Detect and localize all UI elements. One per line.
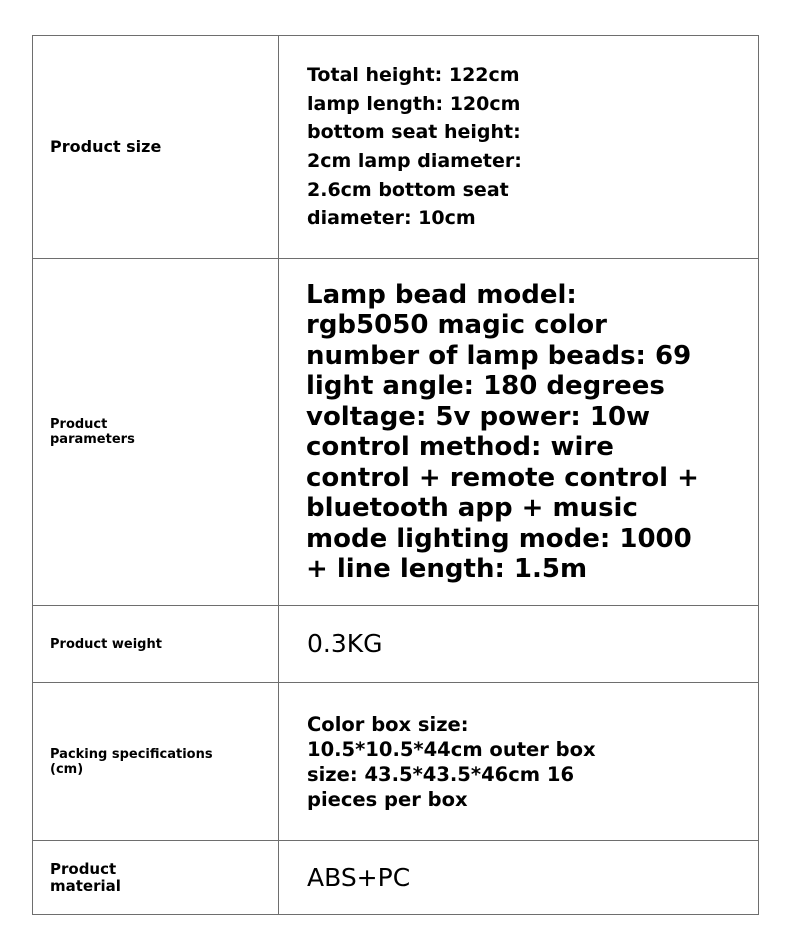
value-line: lamp length: 120cm: [307, 92, 521, 115]
row-value: [279, 61, 758, 233]
row-label: Product size: [50, 137, 162, 156]
row-value: ABS+PC: [307, 862, 411, 892]
value-line: bottom seat height:: [307, 121, 521, 144]
value-cell: [279, 259, 759, 606]
table-row-product-material: [33, 841, 759, 915]
row-label: [33, 417, 278, 447]
product-spec-table: [32, 35, 759, 915]
row-label: [33, 747, 278, 777]
row-value: [279, 280, 758, 585]
value-cell: [279, 36, 759, 259]
value-cell: [279, 606, 759, 683]
label-cell: [33, 841, 279, 915]
table-row-product-parameters: [33, 259, 759, 606]
value-line: 2.6cm bottom seat: [307, 178, 509, 201]
value-line: size: 43.5*43.5*46cm 16: [307, 762, 575, 786]
value-cell: [279, 683, 759, 841]
label-line: parameters: [50, 432, 135, 447]
label-cell: [33, 36, 279, 259]
value-line: + line length: 1.5m: [306, 554, 588, 584]
value-line: diameter: 10cm: [307, 207, 476, 230]
value-line: number of lamp beads: 69: [306, 340, 692, 371]
label-line: Packing specifications: [50, 746, 213, 762]
value-line: light angle: 180 degrees: [306, 371, 665, 401]
value-line: control method: wire: [306, 432, 614, 462]
value-line: mode lighting mode: 1000: [306, 523, 692, 554]
value-line: 10.5*10.5*44cm outer box: [307, 737, 596, 761]
value-line: Lamp bead model:: [306, 279, 577, 310]
value-line: voltage: 5v power: 10w: [306, 401, 651, 432]
label-cell: [33, 259, 279, 606]
label-line: (cm): [50, 761, 84, 777]
label-cell: [33, 683, 279, 841]
row-label: [33, 861, 278, 895]
value-line: Total height: 122cm: [307, 64, 520, 87]
table-row-product-size: [33, 36, 759, 259]
table-row-product-weight: [33, 606, 759, 683]
row-label: Product weight: [50, 636, 162, 652]
label-cell: [33, 606, 279, 683]
table-row-packing-specifications: [33, 683, 759, 841]
value-line: pieces per box: [307, 787, 468, 811]
value-line: rgb5050 magic color: [306, 310, 607, 340]
value-line: Color box size:: [307, 712, 469, 736]
label-line: Product: [50, 417, 108, 432]
value-line: bluetooth app + music: [306, 493, 638, 523]
value-cell: [279, 841, 759, 915]
value-line: control + remote control +: [306, 462, 699, 493]
row-value: 0.3KG: [307, 629, 383, 658]
row-value: [279, 712, 758, 812]
value-line: 2cm lamp diameter:: [307, 150, 522, 172]
label-line: Product: [50, 859, 117, 878]
label-line: material: [50, 876, 121, 895]
